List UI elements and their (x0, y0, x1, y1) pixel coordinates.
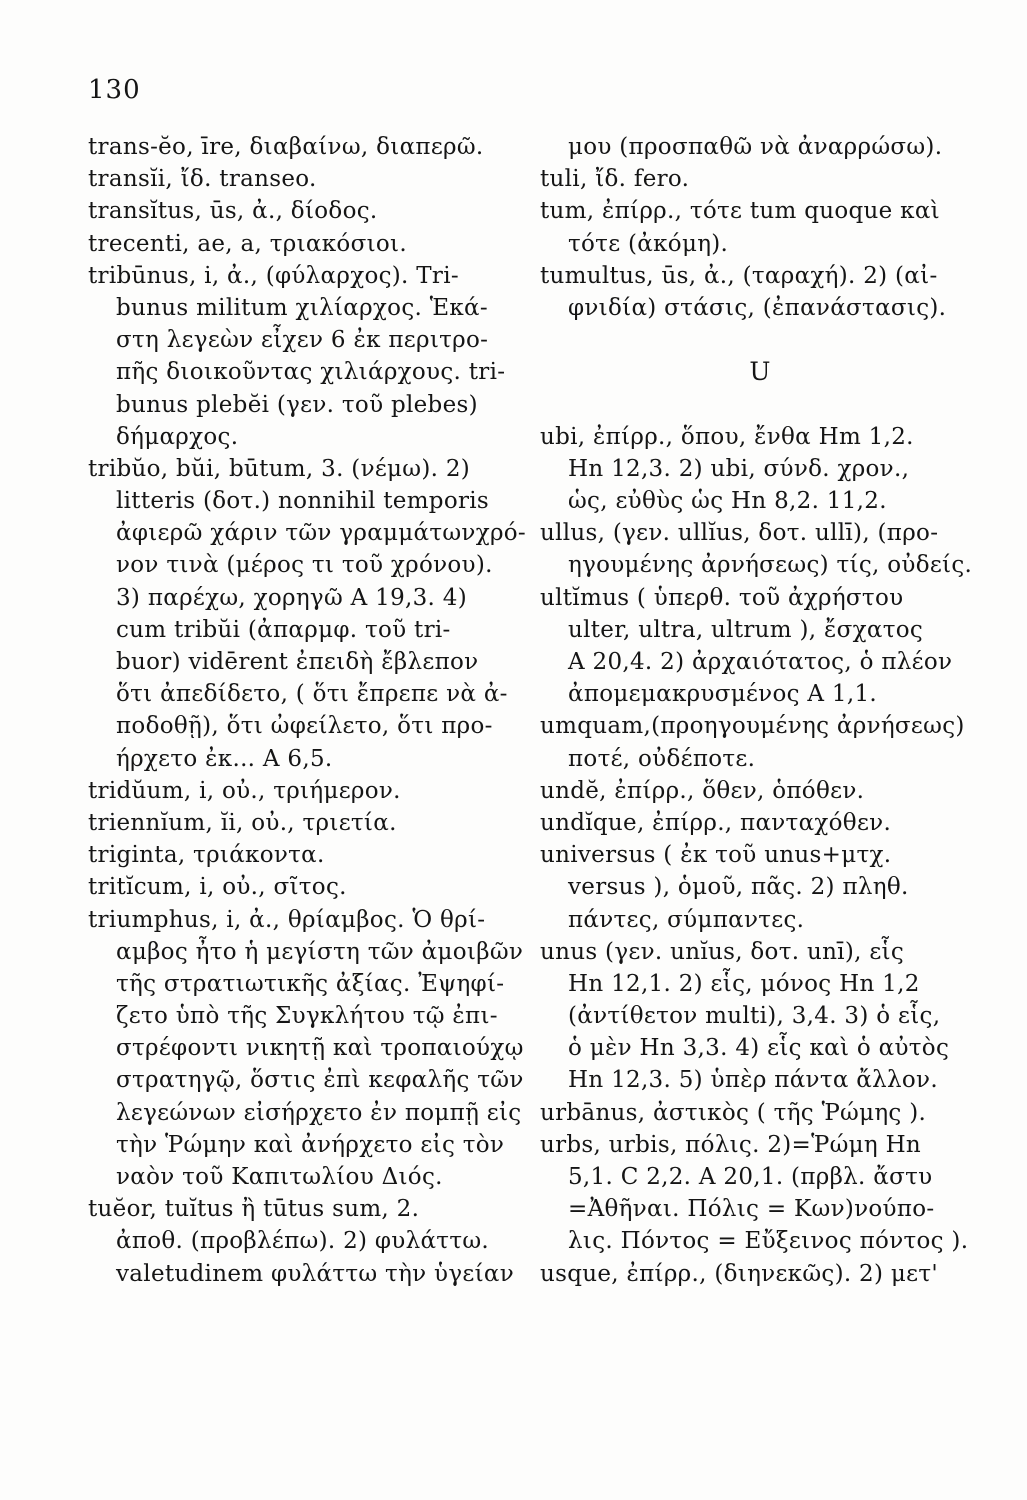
page-number: 130 (88, 75, 141, 105)
text-line: cum tribŭi (ἀπαρμφ. τοῦ tri- (116, 616, 451, 643)
text-line: A 20,4. 2) ἀρχαιότατος, ὁ πλέον (568, 649, 953, 675)
text-line: tuli, ἴδ. fero. (540, 166, 690, 193)
text-line: 3) παρέχω, χορηγῶ A 19,3. 4) (116, 584, 467, 611)
text-line: ultĭmus ( ὑπερθ. τοῦ ἀχρήστου (540, 584, 904, 611)
left-column (88, 131, 526, 1290)
text-line: ullus, (γεν. ullĭus, δοτ. ullī), (προ- (540, 520, 939, 547)
spacer (540, 389, 980, 421)
text-line: (ἀντίθετον multi), 3,4. 3) ὁ εἷς, (568, 1003, 941, 1030)
text-line: ὡς, εὐθὺς ὡς Hn 8,2. 11,2. (568, 488, 887, 515)
text-line: δήμαρχος. (116, 423, 239, 450)
text-line: στρατηγῷ, ὅστις ἐπὶ κεφαλῆς τῶν (116, 1067, 524, 1094)
right-column-entries-after (540, 421, 980, 1290)
text-line: 5,1. C 2,2. A 20,1. (πρβλ. ἄστυ (568, 1164, 933, 1190)
text-line: ὅτι ἀπεδίδετο, ( ὅτι ἔπρεπε νὰ ἀ- (116, 681, 508, 708)
text-line: πῆς διοικοῦντας χιλιάρχους. tri- (116, 359, 506, 386)
text-line: ήρχετο ἐκ... A 6,5. (116, 745, 333, 772)
text-line: ηγουμένης ἀρνήσεως) τίς, οὐδείς. (568, 552, 973, 579)
text-line: νον τινὰ (μέρος τι τοῦ χρόνου). (116, 552, 493, 579)
text-line: usque, ἐπίρρ., (διηνεκῶς). 2) μετ' (540, 1260, 938, 1287)
text-line: στρέφοντι νικητῇ καὶ τροπαιούχῳ (116, 1035, 524, 1062)
right-column-entries-before (540, 131, 980, 324)
text-line: valetudinem φυλάττω τὴν ὑγείαν (116, 1260, 515, 1287)
text-line: transĭi, ἴδ. transeo. (88, 166, 317, 193)
text-line: ulter, ultra, ultrum ), ἔσχατος (568, 616, 924, 643)
text-line: ζετο ὑπὸ τῆς Συγκλήτου τῷ ἐπι- (116, 1003, 498, 1030)
text-line: urbānus, ἀστικὸς ( τῆς Ῥώμης ). (540, 1099, 927, 1126)
text-line: tridŭum, i, οὐ., τριήμερον. (88, 777, 401, 804)
text-line: tribūnus, i, ἀ., (φύλαρχος). Tri- (88, 262, 459, 289)
text-line: triennĭum, ĭi, οὐ., τριετία. (88, 809, 397, 836)
text-line: ναὸν τοῦ Καπιτωλίου Διός. (116, 1164, 443, 1190)
text-line: undĭque, ἐπίρρ., πανταχόθεν. (540, 809, 892, 836)
text-line: triginta, τριάκοντα. (88, 842, 325, 869)
text-line: αμβος ἦτο ἡ μεγίστη τῶν ἀμοιβῶν (116, 938, 524, 965)
text-line: ἀφιερῶ χάριν τῶν γραμμάτωνχρό- (116, 520, 526, 547)
text-line: πάντες, σύμπαντες. (568, 906, 805, 933)
text-line: urbs, urbis, πόλις. 2)=Ῥώμη Hn (540, 1131, 922, 1158)
right-column (540, 131, 980, 1290)
text-line: transĭtus, ūs, ἀ., δίοδος. (88, 198, 378, 225)
text-line: τότε (ἀκόμη). (568, 230, 729, 257)
text-line: bunus plebĕi (γεν. τοῦ plebes) (116, 391, 478, 418)
text-line: tumultus, ūs, ἀ., (ταραχή). 2) (αἰ- (540, 262, 938, 289)
text-line: unus (γεν. unĭus, δοτ. unī), εἷς (540, 938, 905, 965)
text-line: μου (προσπαθῶ νὰ ἀναρρώσω). (568, 134, 943, 160)
text-line: ποδοθῇ), ὅτι ὠφείλετο, ὅτι προ- (116, 713, 493, 740)
text-line: Hn 12,3. 5) ὑπὲρ πάντα ἄλλον. (568, 1067, 938, 1094)
text-line: ὁ μὲν Hn 3,3. 4) εἷς καὶ ὁ αὐτὸς (568, 1035, 950, 1062)
text-line: tum, ἐπίρρ., τότε tum quoque καὶ (540, 198, 941, 225)
text-line: =Ἀθῆναι. Πόλις = Κων)νούπο- (568, 1196, 935, 1223)
text-line: Hn 12,1. 2) εἷς, μόνος Hn 1,2 (568, 970, 920, 997)
text-line: λις. Πόντος = Εὔξεινος πόντος ). (568, 1228, 969, 1255)
spacer (540, 324, 980, 356)
text-line: τὴν Ῥώμην καὶ ἀνήρχετο εἰς τὸν (116, 1131, 505, 1158)
text-line: tritĭcum, i, οὐ., σῖτος. (88, 874, 347, 901)
text-line: tuĕor, tuĭtus ἢ tūtus sum, 2. (88, 1196, 420, 1223)
text-line: ἀπομεμακρυσμένος A 1,1. (568, 681, 878, 708)
text-line: universus ( ἐκ τοῦ unus+μτχ. (540, 842, 892, 869)
text-line: trecenti, ae, a, τριακόσιοι. (88, 230, 407, 257)
text-line: umquam,(προηγουμένης ἀρνήσεως) (540, 713, 965, 740)
text-line: triumphus, i, ἀ., θρίαμβος. Ὁ θρί- (88, 906, 486, 933)
text-line: buor) vidērent ἐπειδὴ ἔβλεπον (116, 649, 479, 675)
text-line: τῆς στρατιωτικῆς ἀξίας. Ἐψηφί- (116, 970, 505, 997)
text-line: tribŭo, bŭi, būtum, 3. (νέμω). 2) (88, 455, 471, 482)
text-line: ἀποθ. (προβλέπω). 2) φυλάττω. (116, 1228, 490, 1255)
text-line: φνιδία) στάσις, (ἐπανάστασις). (568, 294, 947, 321)
text-line: bunus militum χιλίαρχος. Ἑκά- (116, 294, 488, 321)
text-line: Hn 12,3. 2) ubi, σύνδ. χρον., (568, 455, 910, 482)
text-line: undĕ, ἐπίρρ., ὅθεν, ὁπόθεν. (540, 777, 865, 804)
text-line: ubi, ἐπίρρ., ὅπου, ἔνθα Hm 1,2. (540, 423, 914, 450)
text-line: trans-ĕo, īre, διαβαίνω, διαπερῶ. (88, 134, 484, 160)
text-line: στη λεγεὼν εἶχεν 6 ἐκ περιτρο- (116, 327, 489, 354)
text-line: ποτέ, οὐδέποτε. (568, 745, 756, 772)
section-letter: U (749, 357, 771, 387)
text-line: λεγεώνων εἰσήρχετο ἐν πομπῇ εἰς (116, 1099, 522, 1126)
text-line: versus ), ὁμοῦ, πᾶς. 2) πληθ. (568, 874, 909, 901)
text-line: litteris (δοτ.) nonnihil temporis (116, 488, 490, 515)
